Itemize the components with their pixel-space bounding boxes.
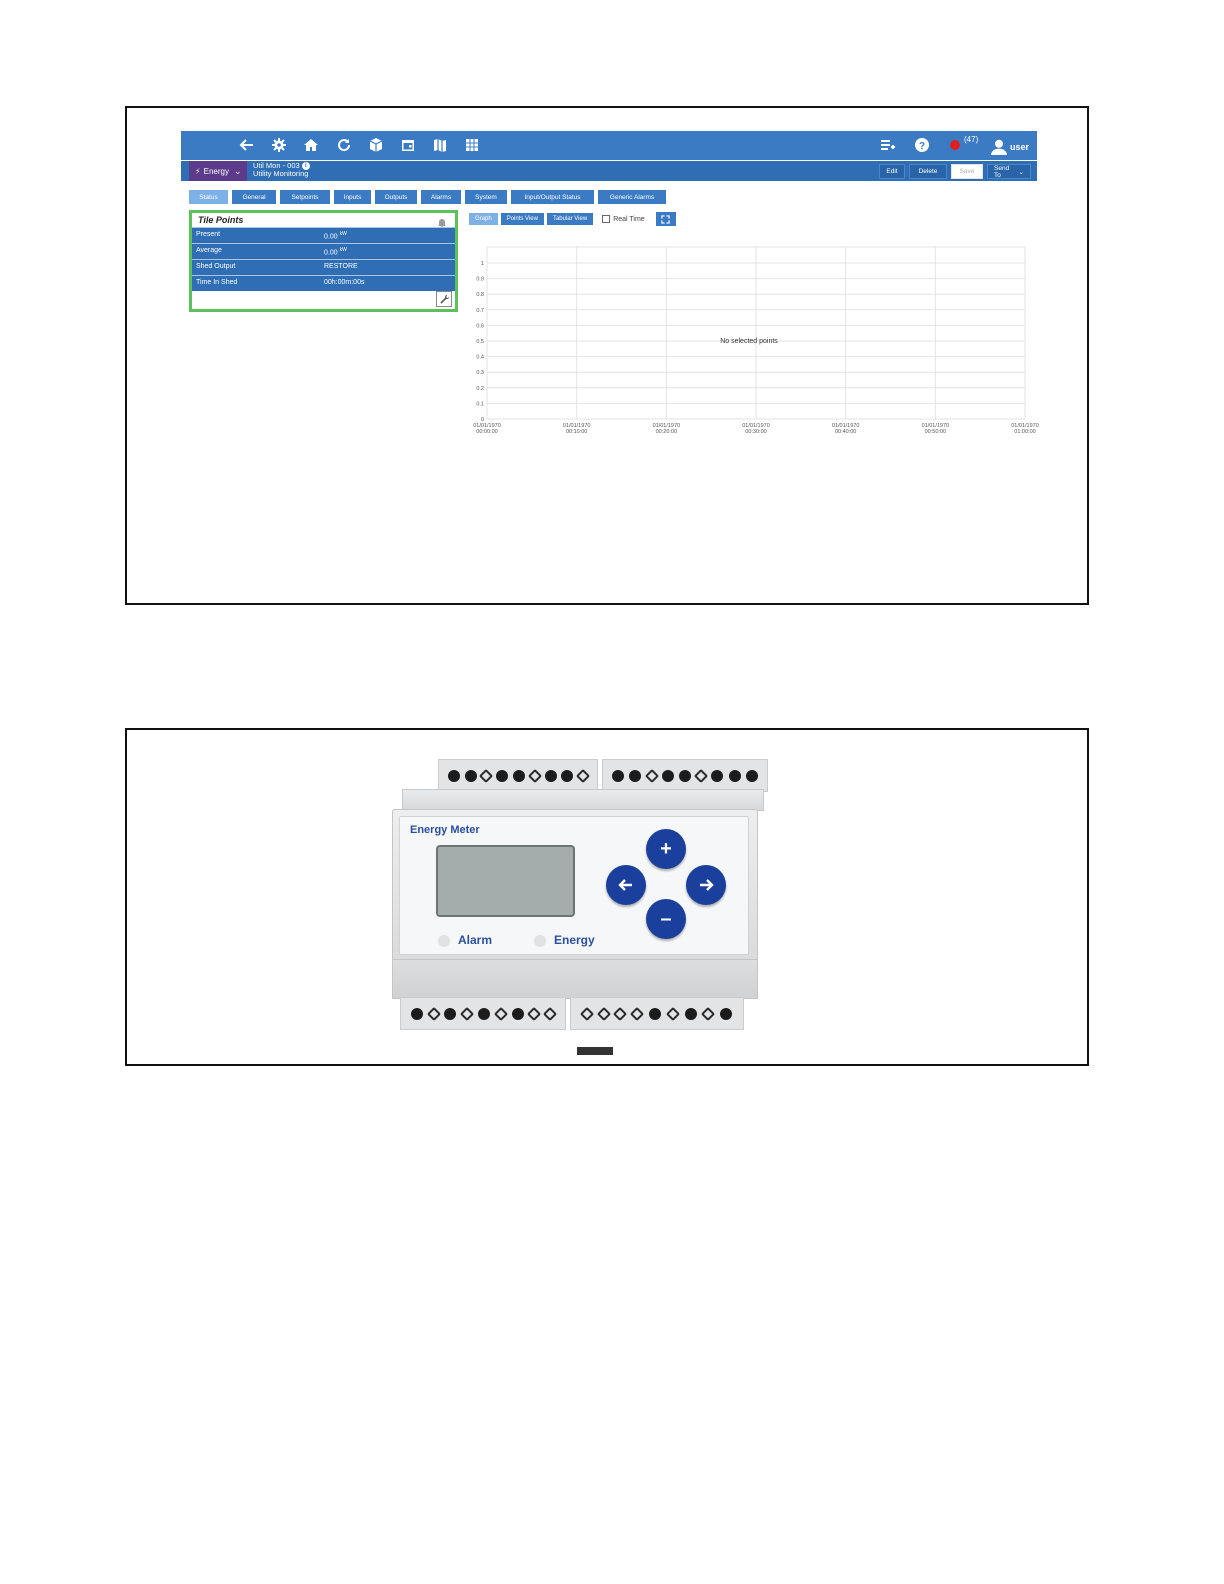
unit-actions bbox=[879, 164, 1031, 179]
row-label: Average bbox=[196, 247, 222, 254]
tab-tabular-view[interactable]: Tabular View bbox=[547, 213, 593, 225]
home-icon[interactable] bbox=[303, 137, 319, 153]
gear-icon[interactable] bbox=[271, 137, 287, 153]
alarm-led-icon bbox=[438, 935, 450, 947]
device-housing bbox=[392, 809, 758, 961]
module-label: Energy bbox=[203, 166, 229, 176]
alarm-led-label: Alarm bbox=[458, 933, 493, 947]
x-tick-date: 01/01/1970 bbox=[831, 423, 860, 429]
row-value bbox=[324, 247, 347, 256]
ui-screenshot-frame bbox=[125, 106, 1089, 605]
device-lower-housing bbox=[392, 959, 758, 999]
y-tick-label: 0.8 bbox=[476, 292, 484, 299]
user-menu[interactable] bbox=[991, 139, 1029, 155]
tab-generic-alarms[interactable]: Generic Alarms bbox=[598, 190, 666, 204]
y-tick-label: 0.4 bbox=[476, 354, 484, 361]
real-time-toggle[interactable] bbox=[602, 215, 645, 223]
chevron-down-icon: ⌄ bbox=[233, 165, 242, 176]
device-faceplate bbox=[399, 816, 749, 955]
bell-icon[interactable] bbox=[437, 215, 447, 225]
right-arrow-button-icon[interactable] bbox=[686, 865, 726, 905]
minus-button-icon[interactable]: – bbox=[646, 899, 686, 939]
grid-icon[interactable] bbox=[464, 137, 480, 153]
empty-chart-message: No selected points bbox=[720, 338, 778, 345]
y-tick-label: 0.7 bbox=[476, 307, 484, 314]
bottom-terminal-block-right bbox=[570, 997, 744, 1030]
x-tick-date: 01/01/1970 bbox=[921, 423, 950, 429]
plug-icon: ⚡ bbox=[195, 166, 201, 176]
y-tick-label: 0.1 bbox=[476, 401, 484, 408]
unit-subtitle: Utility Monitoring bbox=[253, 169, 309, 179]
y-tick-label: 1 bbox=[480, 261, 484, 267]
energy-led-icon bbox=[534, 935, 546, 947]
row-label: Present bbox=[196, 231, 221, 238]
tab-outputs[interactable]: Outputs bbox=[375, 190, 417, 204]
y-tick-label: 0.9 bbox=[476, 276, 484, 283]
top-terminal-block-right bbox=[602, 759, 768, 792]
value-text: 0.00 bbox=[324, 249, 338, 257]
arrow-left-icon[interactable] bbox=[239, 137, 255, 153]
tile-row-average[interactable] bbox=[192, 243, 455, 259]
row-label: Time In Shed bbox=[196, 279, 238, 286]
lcd-display bbox=[436, 845, 575, 917]
bottom-terminal-block-left bbox=[400, 997, 566, 1030]
y-tick-label: 0.2 bbox=[476, 385, 484, 392]
notification-count: (47) bbox=[964, 135, 979, 144]
y-tick-label: 0.5 bbox=[476, 339, 484, 345]
x-tick-time: 00:00:00 bbox=[476, 429, 498, 435]
user-label: user bbox=[1009, 142, 1029, 152]
tab-graph[interactable]: Graph bbox=[469, 213, 498, 225]
energy-meter-device bbox=[410, 759, 782, 1059]
chart-grid bbox=[487, 247, 1025, 419]
x-tick-date: 01/01/1970 bbox=[742, 423, 770, 429]
row-value: RESTORE bbox=[324, 263, 358, 270]
unit-name: Util Mon - 003 bbox=[253, 161, 300, 170]
x-tick-date: 01/01/1970 bbox=[652, 423, 681, 429]
trend-chart[interactable] bbox=[469, 237, 1039, 442]
wrench-icon[interactable] bbox=[436, 291, 452, 307]
graph-view-tabs bbox=[469, 212, 676, 226]
tab-points-view[interactable]: Points View bbox=[501, 213, 544, 225]
delete-button[interactable]: Delete bbox=[909, 164, 947, 179]
device-upper-housing bbox=[402, 789, 764, 811]
value-text: 0.00 bbox=[324, 233, 338, 241]
x-tick-time: 00:30:00 bbox=[745, 429, 767, 435]
row-label: Shed Output bbox=[196, 263, 236, 270]
top-terminal-block-left bbox=[438, 759, 598, 792]
send-to-label: Send To bbox=[994, 164, 1010, 179]
unit-text: kW bbox=[339, 247, 347, 253]
y-tick-label: 0.6 bbox=[476, 323, 484, 330]
tile-header bbox=[192, 213, 455, 227]
y-tick-label: 0 bbox=[480, 417, 484, 423]
tile-row-present[interactable] bbox=[192, 227, 455, 243]
tile-title: Tile Points bbox=[198, 215, 244, 225]
edit-button[interactable]: Edit bbox=[879, 164, 905, 179]
plus-button-icon[interactable]: + bbox=[646, 829, 686, 869]
tile-row-shed-output[interactable] bbox=[192, 259, 455, 275]
svg-text:?: ? bbox=[918, 141, 926, 152]
row-value: 00h:00m:00s bbox=[324, 279, 365, 286]
real-time-label: Real Time bbox=[613, 215, 645, 223]
expand-icon[interactable] bbox=[656, 212, 676, 226]
x-tick-time: 01:00:00 bbox=[1014, 429, 1036, 435]
module-dropdown[interactable] bbox=[189, 161, 247, 181]
info-icon[interactable]: i bbox=[302, 162, 310, 170]
add-to-list-icon[interactable] bbox=[880, 137, 896, 153]
x-tick-date: 01/01/1970 bbox=[1011, 423, 1039, 429]
top-toolbar bbox=[181, 131, 1037, 160]
unit-text: kW bbox=[339, 231, 347, 237]
tab-system[interactable]: System bbox=[465, 190, 507, 204]
send-to-button[interactable]: Send To ⌄ bbox=[987, 164, 1031, 179]
section-tabs bbox=[189, 190, 666, 204]
tab-input-output-status[interactable]: Input/Output Status bbox=[511, 190, 594, 204]
calendar-icon[interactable] bbox=[400, 137, 416, 153]
cube-icon[interactable] bbox=[368, 137, 384, 153]
refresh-icon[interactable] bbox=[336, 137, 352, 153]
save-button[interactable]: Save bbox=[951, 164, 983, 179]
app-window bbox=[181, 131, 1039, 435]
tab-alarms[interactable]: Alarms bbox=[421, 190, 461, 204]
tab-inputs[interactable]: Inputs bbox=[334, 190, 371, 204]
alarm-notification-icon[interactable] bbox=[950, 140, 960, 150]
y-tick-label: 0.3 bbox=[476, 370, 484, 377]
real-time-checkbox[interactable] bbox=[602, 215, 610, 223]
row-value bbox=[324, 231, 347, 240]
din-rail-clip bbox=[577, 1047, 613, 1055]
energy-led-label: Energy bbox=[554, 933, 595, 947]
device-brand-label: Energy Meter bbox=[410, 824, 480, 836]
unit-header-bar bbox=[181, 161, 1037, 181]
tab-status[interactable]: Status bbox=[189, 190, 228, 204]
x-tick-time: 00:40:00 bbox=[834, 429, 857, 435]
y-axis-ticks bbox=[476, 261, 484, 423]
x-tick-date: 01/01/1970 bbox=[473, 423, 501, 429]
x-tick-time: 00:20:00 bbox=[655, 429, 678, 435]
tile-row-time-in-shed[interactable] bbox=[192, 275, 455, 291]
x-tick-date: 01/01/1970 bbox=[562, 423, 591, 429]
left-arrow-button-icon[interactable] bbox=[606, 865, 646, 905]
tile-points-panel bbox=[189, 210, 458, 312]
x-tick-time: 00:50:00 bbox=[924, 429, 947, 435]
unit-title bbox=[253, 162, 310, 178]
user-icon bbox=[991, 139, 1007, 155]
tab-setpoints[interactable]: Setpoints bbox=[280, 190, 330, 204]
device-photo-frame bbox=[125, 728, 1089, 1066]
x-tick-time: 00:10:00 bbox=[565, 429, 588, 435]
help-icon[interactable] bbox=[914, 137, 930, 153]
tab-general[interactable]: General bbox=[232, 190, 276, 204]
x-axis-ticks bbox=[473, 423, 1039, 435]
map-icon[interactable] bbox=[432, 137, 448, 153]
